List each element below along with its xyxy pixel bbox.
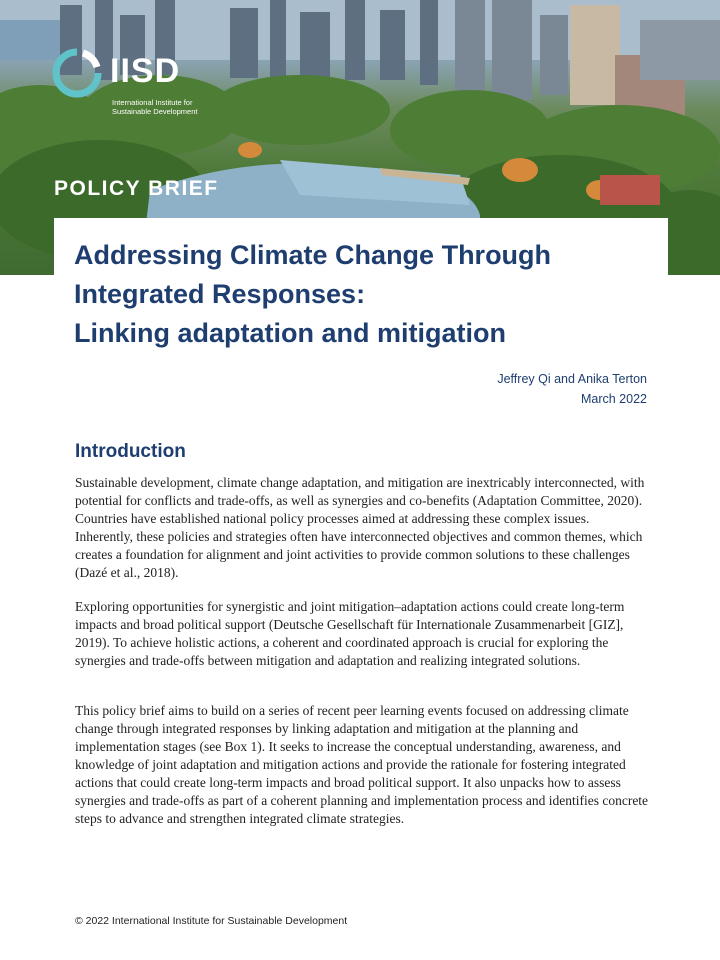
iisd-logo-icon — [52, 48, 102, 98]
intro-paragraph-2: Exploring opportunities for synergistic and joint mitigation–adaptation actions could create long-term impacts and broad political support (Deutsche Gesellschaft für Internationale Zusammenarbeit [GIZ], 2019). To achieve holistic actions, a coherent and coordinated approach is crucial for exploring the synergies and trade-offs between mitigation and adaptation and realizing integrated solutions. — [75, 599, 625, 668]
intro-paragraph-3: This policy brief aims to build on a series of recent peer learning events focused on addressing climate change through integrated responses by linking adaptation and mitigation at the planning and implementation stages (see Box 1). It seeks to increase the conceptual understanding, awareness, and knowledge of joint adaptation and mitigation actions and provide the rationale for fostering integrated actions that could create long-term impacts and broad political support. It also unpacks how to assess synergies and trade-offs as part of a coherent planning and implementation process and identifies concrete steps to advance and strengthen integrated climate strategies. — [75, 703, 649, 826]
publication-date: March 2022 — [580, 392, 647, 406]
logo-wordmark: IISD — [110, 52, 181, 90]
document-type-label: POLICY BRIEF — [54, 177, 219, 200]
document-title — [74, 236, 654, 353]
copyright-footer: © 2022 International Institute for Sustainable Development — [75, 915, 348, 927]
logo-subtitle: International Institute for Sustainable Development — [112, 98, 198, 116]
section-heading-introduction: Introduction — [75, 441, 186, 462]
authors: Jeffrey Qi and Anika Terton — [497, 372, 647, 386]
title-line-1: Addressing Climate Change Through — [74, 240, 552, 270]
title-panel — [54, 218, 668, 358]
title-line-3: Linking adaptation and mitigation — [74, 318, 506, 348]
intro-paragraph-1: Sustainable development, climate change adaptation, and mitigation are inextricably interconnected, with potential for conflicts and trade-offs, as well as synergies and co-benefits (Adaptation Committee, 2020). Countries have established national policy processes aimed at addressing these complex issues. Inherently, these policies and strategies often have interconnected objectives and common themes, which creates a foundation for alignment and joint activities to provide common solutions to these challenges (Dazé et al., 2018). — [75, 475, 645, 580]
title-line-2: Integrated Responses: — [74, 279, 366, 309]
iisd-logo — [52, 48, 222, 120]
